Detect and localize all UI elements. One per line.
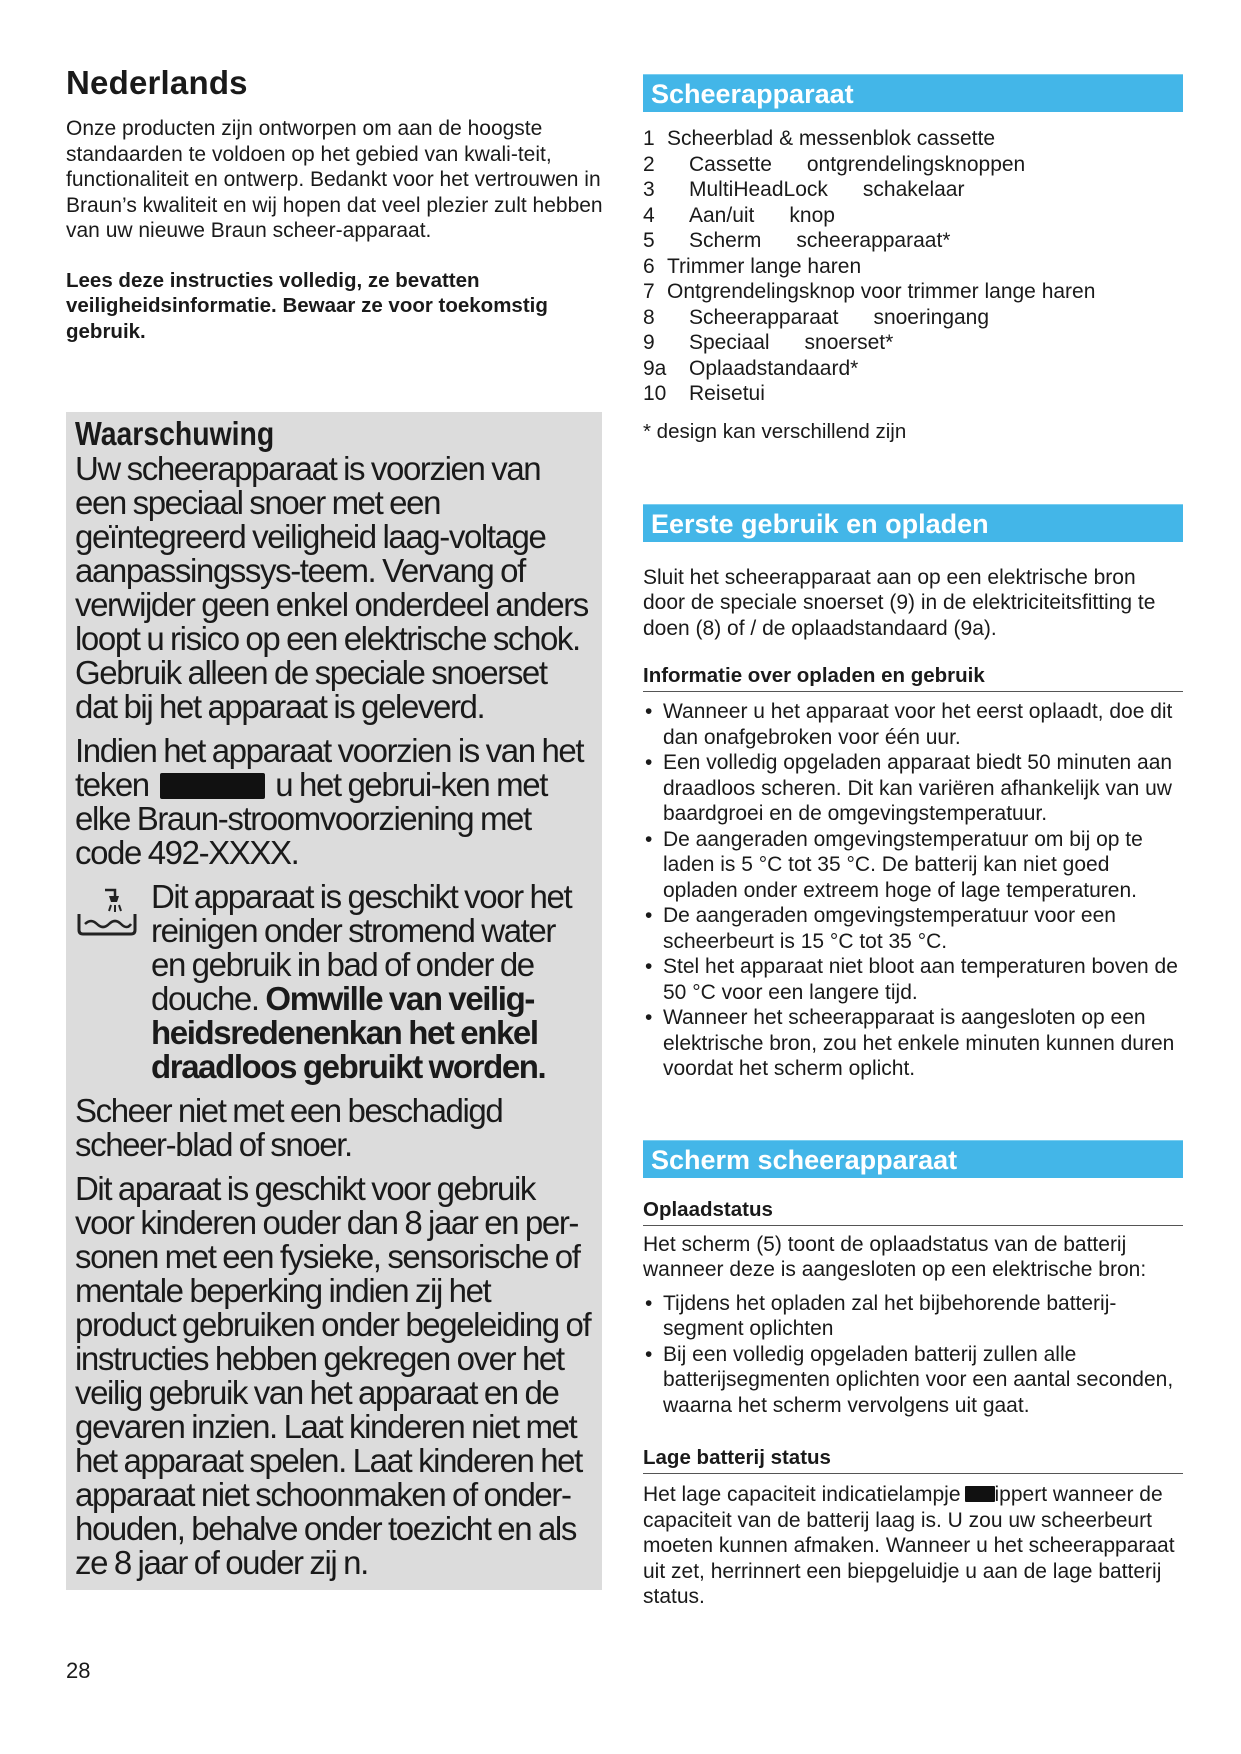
redacted-symbol-mark [160, 773, 265, 799]
water-text-bold: Omwille van veilig-heidsredenenkan het enkel draadloos gebruikt worden. [151, 980, 546, 1085]
list-item: • Een volledig opgeladen apparaat biedt 50 minuten aan draadloos scheren. Dit kan variëren afhankelijk van uw baardgroei en de omgevingstemperatuur. [643, 750, 1183, 827]
lage-batterij-heading: Lage batterij status [643, 1446, 1183, 1474]
list-item: • Bij een volledig opgeladen batterij zullen alle batterijsegmenten oplichten voor een aantal seconden, waarna het scherm vervolgens uit gaat. [643, 1342, 1183, 1419]
lage-batterij-text-after: ippert wanneer de capaciteit van de batterij laag is. U zou uw scheerbeurt moeten kunnen afmaken. Wanneer u het scheerapparaat uit zet, herrinnert een biepgeluidje u aan de lage batterij status. [643, 1483, 1175, 1608]
intro-bold-text: Lees deze instructies volledig, ze bevatten veiligheidsinformatie. Bewaar ze voor toekomstig gebruik. [66, 268, 548, 343]
list-item: 6 Trimmer lange haren [643, 254, 862, 278]
lage-batterij-text-before: Het lage capaciteit indicatielampje [643, 1483, 961, 1506]
right-column [643, 74, 1183, 1610]
symbol-text-after: u het gebrui-ken met elke Braun-stroomvoorziening met code 492-XXXX. [75, 766, 547, 871]
list-item: • Stel het apparaat niet bloot aan temperaturen boven de 50 °C voor een langere tijd. [643, 954, 1183, 1005]
section-heading-eerste-gebruik: Eerste gebruik en opladen [643, 504, 1183, 542]
water-usage-row [75, 880, 592, 1094]
list-item: • Tijdens het opladen zal het bijbehorende batterij-segment oplichten [643, 1291, 1183, 1342]
list-item: 4 Aan/uit knop [643, 203, 835, 227]
info-bullets [643, 699, 1183, 1082]
warning-box [66, 412, 602, 1590]
section-heading-scherm: Scherm scheerapparaat [643, 1140, 1183, 1178]
warning-paragraph-damaged: Scheer niet met een beschadigd scheer-blad of snoer. [75, 1092, 503, 1163]
list-item: • De aangeraden omgevingstemperatuur voor een scheerbeurt is 15 °C tot 35 °C. [643, 903, 1183, 954]
symbol-text-before: Indien het apparaat voorzien is van het teken [75, 732, 584, 803]
oplaadstatus-heading: Oplaadstatus [643, 1198, 1183, 1226]
left-column [66, 64, 606, 344]
list-item: 9a Oplaadstandaard* [643, 356, 859, 380]
shower-bath-icon [75, 884, 139, 940]
water-text: Dit apparaat is geschikt voor het reinigen onder stromend water en gebruik in bad of onder de douche. [151, 878, 572, 1017]
warning-paragraph-symbol [75, 734, 592, 870]
list-item: 10 Reisetui [643, 382, 765, 405]
oplaadstatus-bullets [643, 1291, 1183, 1419]
parts-list [643, 126, 1183, 407]
list-item: 7 Ontgrendelingsknop voor trimmer lange haren [643, 280, 1096, 303]
list-item: • Wanneer het scheerapparaat is aangesloten op een elektrische bron, zou het enkele minuten kunnen duren voordat het scherm oplicht. [643, 1005, 1183, 1082]
language-title: Nederlands [66, 64, 248, 101]
list-item: • Wanneer u het apparaat voor het eerst oplaadt, doe dit dan onafgebroken voor één uur. [643, 699, 1183, 750]
oplaadstatus-text: Het scherm (5) toont de oplaadstatus van de batterij wanneer deze is aangesloten op een elektrische bron: [643, 1232, 1147, 1281]
warning-paragraph-water [151, 880, 592, 1084]
section-heading-scheerapparaat: Scheerapparaat [643, 74, 1183, 112]
intro-text: Onze producten zijn ontworpen om aan de hoogste standaarden te voldoen op het gebied van kwali-teit, functionaliteit en ontwerp. Bedankt voor het vertrouwen in Braun’s kwaliteit en wij hopen dat veel plezier zult hebben van uw nieuwe Braun scheer-apparaat. [66, 117, 603, 242]
list-item: 2 Cassette ontgrendelingsknoppen [643, 152, 1026, 176]
lage-batterij-text [643, 1482, 1183, 1610]
eerste-gebruik-text: Sluit het scheerapparaat aan op een elektrische bron door de speciale snoerset (9) in de elektriciteitsfitting te doen (8) of / de oplaadstandaard (9a). [643, 565, 1156, 640]
info-heading: Informatie over opladen en gebruik [643, 664, 1183, 692]
page-number: 28 [66, 1658, 91, 1683]
warning-paragraph-children: Dit aparaat is geschikt voor gebruik voor kinderen ouder dan 8 jaar en per-sonen met een fysieke, sensorische of mentale beperking indien zij het product gebruiken onder begeleiding of instructies hebben gekregen over het veilig gebruik van het apparaat en de gevaren inzien. Laat kinderen niet met het apparaat spelen. Laat kinderen het apparaat niet schoonmaken of onder-houden, behalve onder toezicht en als ze 8 jaar of ouder zij n. [75, 1170, 591, 1581]
list-item: 5 Scherm scheerapparaat* [643, 229, 951, 252]
list-item: • De aangeraden omgevingstemperatuur om bij op te laden is 5 °C tot 35 °C. De batterij kan niet goed opladen onder extreem hoge of lage temperaturen. [643, 827, 1183, 904]
warning-paragraph-cord: Uw scheerapparaat is voorzien van een speciaal snoer met een geïntegreerd veiligheid laag-voltage aanpassingssys-teem. Vervang of verwijder geen enkel onderdeel anders loopt u risico op een elektrische schok. Gebruik alleen de speciale snoerset dat bij het apparaat is geleverd. [75, 450, 588, 725]
design-note: * design kan verschillend zijn [643, 419, 907, 443]
low-battery-icon [965, 1486, 995, 1502]
list-item: 9 Speciaal snoerset* [643, 331, 894, 354]
list-item: 1 Scheerblad & messenblok cassette [643, 127, 996, 150]
list-item: 8 Scheerapparaat snoeringang [643, 305, 990, 329]
warning-title: Waarschuwing [75, 415, 275, 452]
list-item: 3 MultiHeadLock schakelaar [643, 178, 965, 201]
